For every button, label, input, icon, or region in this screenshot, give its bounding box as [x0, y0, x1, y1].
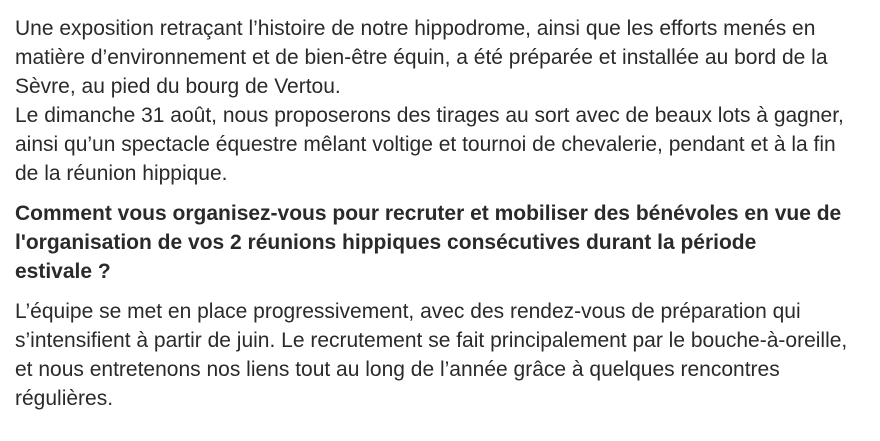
question-heading — [15, 199, 880, 286]
text-line: estivale ? — [15, 260, 111, 283]
text-line: Une exposition retraçant l’histoire de notre hippodrome, ainsi que les efforts menés en — [15, 17, 816, 40]
paragraph-answer — [15, 297, 880, 413]
text-line: de la réunion hippique. — [15, 162, 228, 185]
text-line: Le dimanche 31 août, nous proposerons des tirages au sort avec de beaux lots à gagner, — [15, 104, 844, 127]
paragraph-intro — [15, 14, 880, 188]
text-line: L’équipe se met en place progressivement, avec des rendez-vous de préparation qui — [15, 300, 801, 323]
text-line: régulières. — [15, 387, 114, 410]
text-line: matière d’environnement et de bien-être équin, a été préparée et installée au bord de la — [15, 46, 828, 69]
text-line: et nous entretenons nos liens tout au long de l’année grâce à quelques rencontres — [15, 358, 780, 381]
text-line: Sèvre, au pied du bourg de Vertou. — [15, 75, 341, 98]
text-line: ainsi qu’un spectacle équestre mêlant voltige et tournoi de chevalerie, pendant et à la fin — [15, 133, 836, 156]
text-line: Comment vous organisez-vous pour recruter et mobiliser des bénévoles en vue de — [15, 202, 842, 225]
text-line: s’intensifient à partir de juin. Le recrutement se fait principalement par le bouche-à-oreille, — [15, 329, 848, 352]
text-line: l'organisation de vos 2 réunions hippiques consécutives durant la période — [15, 231, 757, 254]
